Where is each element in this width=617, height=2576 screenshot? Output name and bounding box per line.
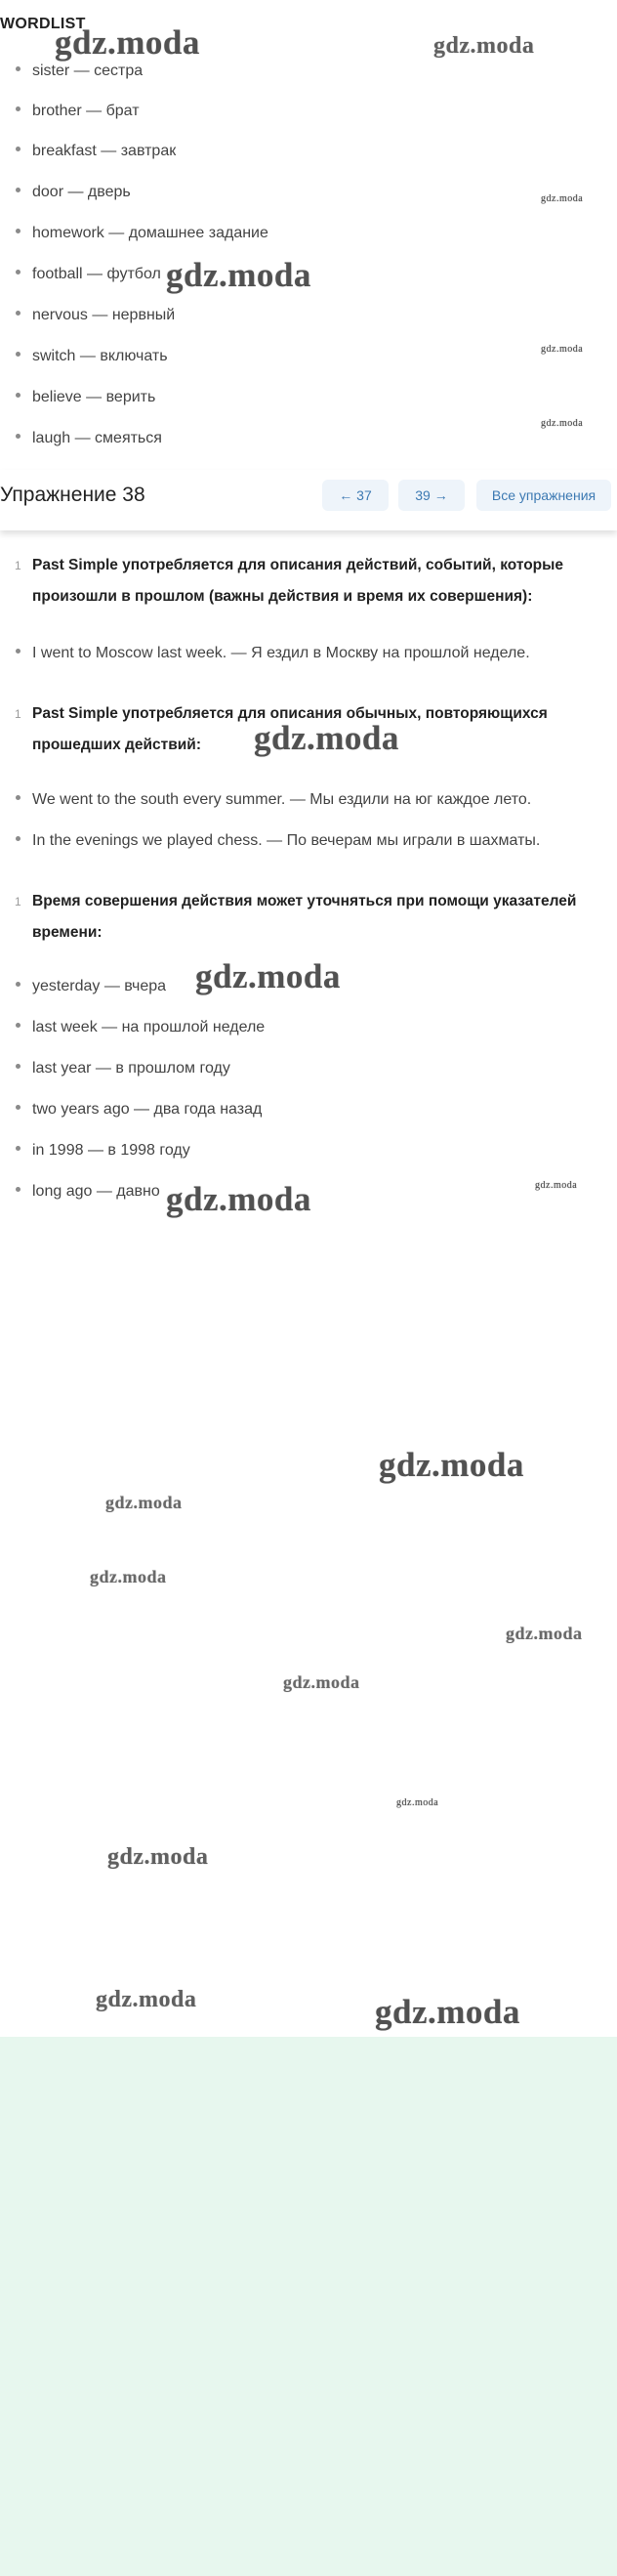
bullet-dot <box>16 649 21 654</box>
list-item-text: brother — брат <box>32 103 140 119</box>
list-item-text: switch — включать <box>32 348 168 364</box>
watermark: gdz.moda <box>396 1797 439 1808</box>
bullet-dot <box>16 982 21 987</box>
list-item <box>16 832 540 850</box>
bullet-dot <box>16 106 21 111</box>
list-item-text: In the evenings we played chess. — По вечерам мы играли в шахматы. <box>32 832 541 849</box>
rule-number: 1 <box>15 895 21 908</box>
watermark: gdz.moda <box>535 1180 578 1191</box>
list-item-text: nervous — нервный <box>32 307 176 323</box>
bullet-dot <box>16 1064 21 1069</box>
list-item <box>16 348 168 365</box>
list-item-text: last year — в прошлом году <box>32 1060 230 1077</box>
watermark: gdz.moda <box>105 1493 183 1512</box>
prev-exercise-label: ← 37 <box>339 487 372 503</box>
bullet-dot <box>16 311 21 316</box>
watermark: gdz.moda <box>433 33 535 59</box>
all-exercises-label: Все упражнения <box>491 487 596 503</box>
answer-box <box>0 2037 617 2576</box>
rule-number: 1 <box>15 707 21 721</box>
exercise-title: Упражнение 38 <box>0 484 145 506</box>
bullet-dot <box>16 836 21 841</box>
exercise-header <box>0 470 617 530</box>
rule-text: 1 Past Simple употребляется для описания обычных, повторяющихся прошедших действий: <box>32 698 579 761</box>
bullet-dot <box>16 352 21 357</box>
bullet-dot <box>16 393 21 398</box>
next-exercise-button[interactable] <box>398 480 465 511</box>
watermark: gdz.moda <box>541 418 584 429</box>
watermark: gdz.moda <box>541 193 584 204</box>
list-item-text: long ago — давно <box>32 1183 160 1200</box>
all-exercises-button[interactable] <box>476 480 611 511</box>
watermark: gdz.moda <box>166 256 311 294</box>
bullet-dot <box>16 229 21 233</box>
list-item-text: homework — домашнее задание <box>32 225 268 241</box>
watermark: gdz.moda <box>90 1567 167 1586</box>
list-item <box>16 1101 262 1119</box>
rule-number: 1 <box>15 559 21 572</box>
bullet-dot <box>16 147 21 151</box>
prev-exercise-button[interactable] <box>322 480 389 511</box>
watermark: gdz.moda <box>195 957 341 995</box>
next-exercise-label: 39 → <box>415 487 448 503</box>
watermark: gdz.moda <box>375 1993 520 2031</box>
list-item <box>16 307 175 324</box>
list-item <box>16 184 131 201</box>
watermark: gdz.moda <box>379 1446 524 1484</box>
bullet-dot <box>16 270 21 274</box>
bullet-dot <box>16 1023 21 1028</box>
list-item <box>16 1183 160 1201</box>
bullet-dot <box>16 1187 21 1192</box>
wordlist-title: WORDLIST <box>0 16 86 32</box>
list-item <box>16 143 176 160</box>
list-item-text: believe — верить <box>32 389 156 405</box>
list-item <box>16 103 140 120</box>
list-item-text: door — дверь <box>32 184 131 200</box>
list-item-text: sister — сестра <box>32 63 144 79</box>
bullet-dot <box>16 188 21 192</box>
list-item-text: laugh — смеяться <box>32 430 162 446</box>
bullet-dot <box>16 795 21 800</box>
watermark: gdz.moda <box>541 344 584 355</box>
list-item <box>16 791 531 809</box>
watermark: gdz.moda <box>166 1180 311 1218</box>
list-item <box>16 430 162 447</box>
list-item-text: two years ago — два года назад <box>32 1101 263 1118</box>
watermark: gdz.moda <box>96 1987 197 2012</box>
list-item <box>16 266 161 283</box>
watermark: gdz.moda <box>254 719 399 757</box>
list-item-text: football — футбол <box>32 266 161 282</box>
list-item <box>16 225 268 242</box>
list-item <box>16 63 143 80</box>
list-item <box>16 645 530 662</box>
list-item <box>16 1019 265 1036</box>
list-item-text: in 1998 — в 1998 году <box>32 1142 190 1159</box>
list-item-text: breakfast — завтрак <box>32 143 177 159</box>
bullet-dot <box>16 434 21 439</box>
list-item-text: I went to Moscow last week. — Я ездил в Москву на прошлой неделе. <box>32 645 530 661</box>
list-item-text: last week — на прошлой неделе <box>32 1019 266 1035</box>
bullet-dot <box>16 1146 21 1151</box>
bullet-dot <box>16 66 21 71</box>
watermark: gdz.moda <box>107 1844 209 1870</box>
rule-text: 1 Past Simple употребляется для описания действий, событий, которые произошли в прошлом (важны действия и время их совершения): <box>32 550 579 612</box>
list-item <box>16 1142 190 1160</box>
watermark: gdz.moda <box>506 1624 583 1643</box>
watermark: gdz.moda <box>55 23 200 62</box>
list-item-text: yesterday — вчера <box>32 978 167 994</box>
list-item <box>16 1060 230 1077</box>
rule-text: 1 Время совершения действия может уточняться при помощи указателей времени: <box>32 886 579 949</box>
watermark: gdz.moda <box>283 1672 360 1692</box>
list-item <box>16 978 166 995</box>
bullet-dot <box>16 1105 21 1110</box>
list-item-text: We went to the south every summer. — Мы ездили на юг каждое лето. <box>32 791 532 808</box>
list-item <box>16 389 155 406</box>
